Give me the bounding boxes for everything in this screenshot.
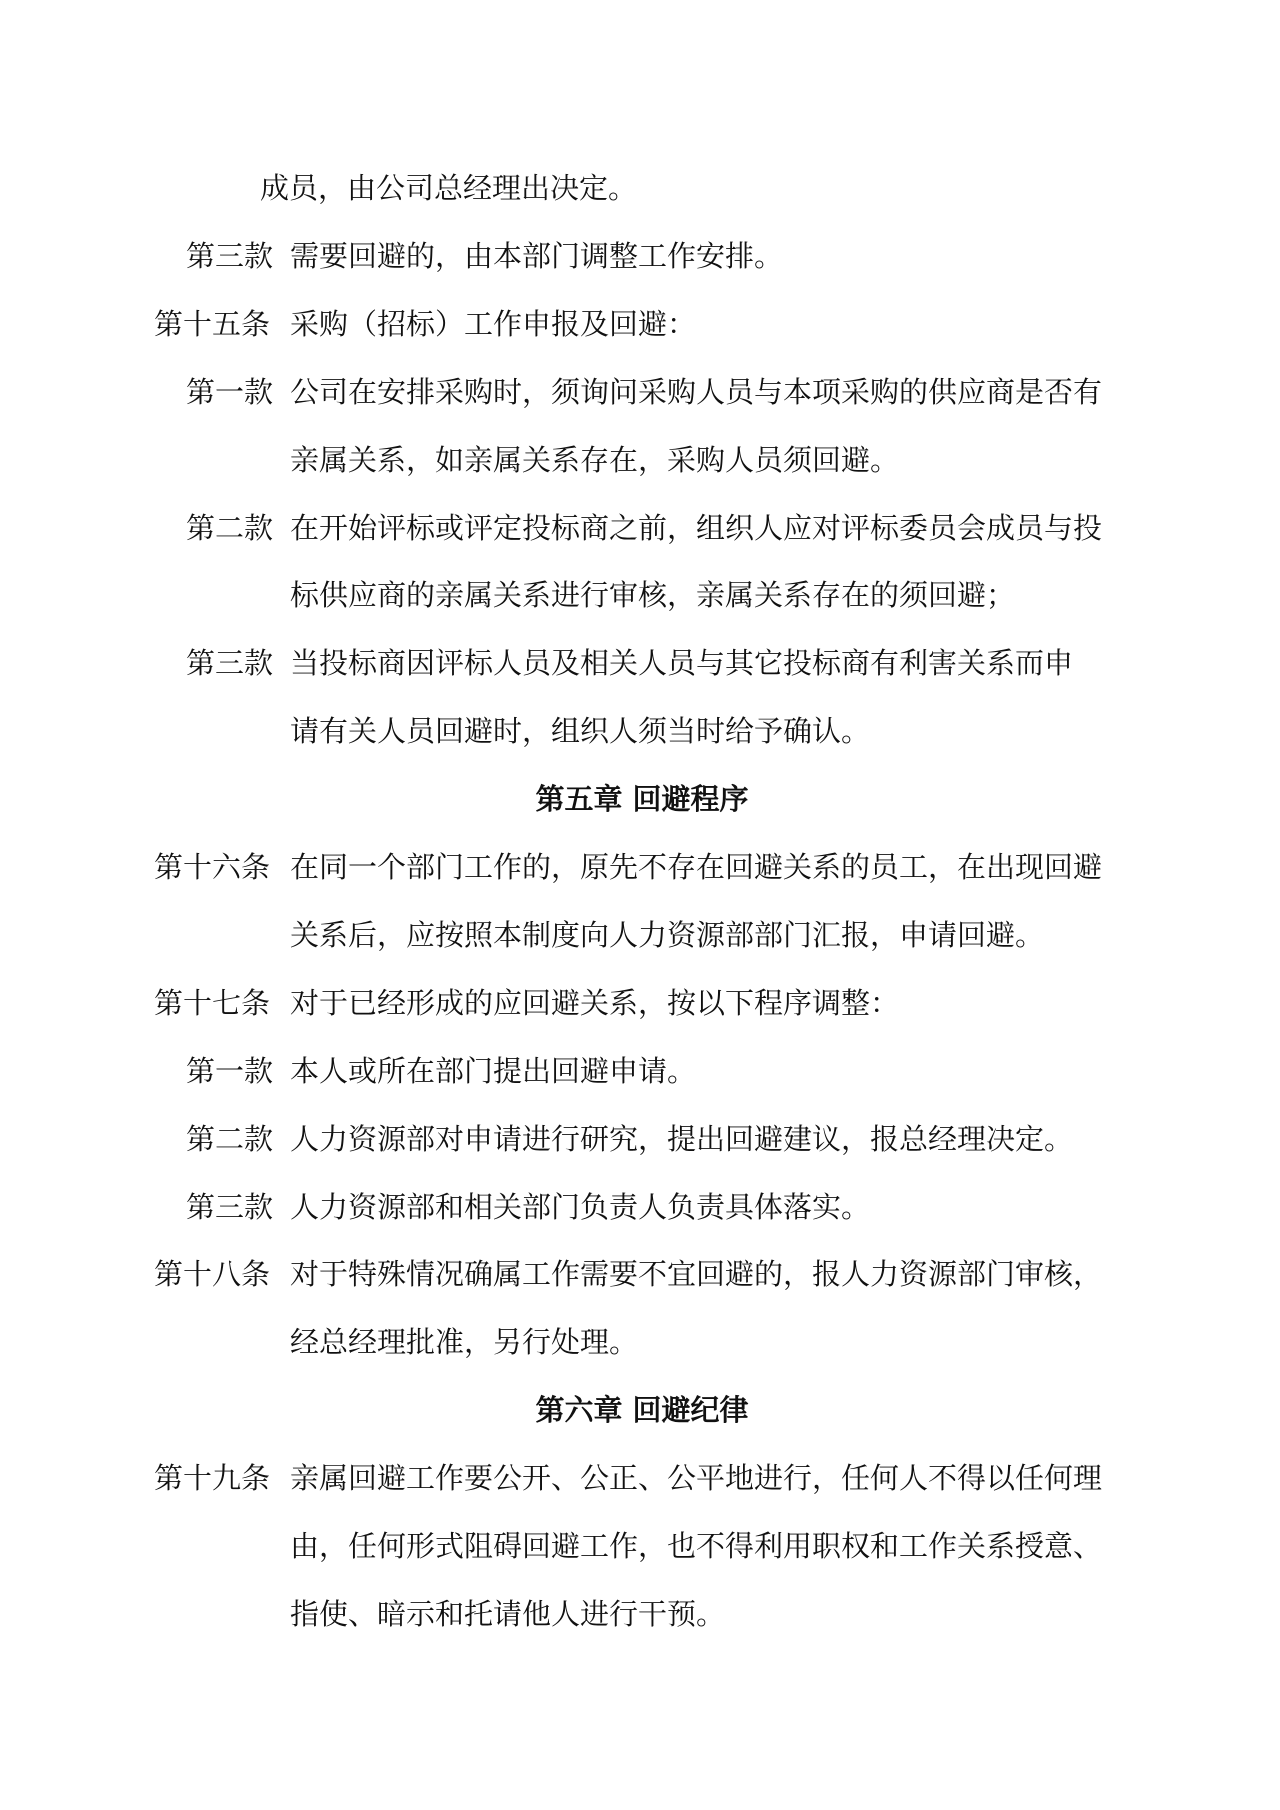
text-body: 在同一个部门工作的，原先不存在回避关系的员工，在出现回避 [290, 850, 1103, 884]
text-body: 采购（招标）工作申报及回避： [290, 307, 697, 341]
article-number: 第十七条 [154, 986, 271, 1020]
clause-number: 第三款 [186, 1190, 274, 1224]
text-body: 当投标商因评标人员及相关人员与其它投标商有利害关系而申 [290, 646, 1074, 680]
clause-number: 第二款 [186, 511, 274, 545]
text-body: 请有关人员回避时，组织人须当时给予确认。 [290, 714, 871, 748]
article-number: 第十六条 [154, 850, 271, 884]
text-body: 由，任何形式阻碍回避工作，也不得利用职权和工作关系授意、 [290, 1529, 1103, 1563]
clause-number: 第二款 [186, 1122, 274, 1156]
clause-number: 第一款 [186, 375, 274, 409]
text-body: 人力资源部和相关部门负责人负责具体落实。 [290, 1190, 871, 1224]
clause-number: 第一款 [186, 1054, 274, 1088]
text-body: 对于已经形成的应回避关系，按以下程序调整： [290, 986, 900, 1020]
text-body: 亲属关系，如亲属关系存在，采购人员须回避。 [290, 443, 900, 477]
article-number: 第十八条 [154, 1257, 271, 1291]
text-body: 本人或所在部门提出回避申请。 [290, 1054, 697, 1088]
text-body: 成员，由公司总经理出决定。 [260, 171, 638, 205]
text-body: 对于特殊情况确属工作需要不宜回避的，报人力资源部门审核， [290, 1257, 1103, 1291]
text-body: 亲属回避工作要公开、公正、公平地进行，任何人不得以任何理 [290, 1461, 1103, 1495]
chapter-heading: 第六章 回避纪律 [535, 1393, 749, 1427]
text-body: 关系后，应按照本制度向人力资源部部门汇报，申请回避。 [290, 918, 1045, 952]
text-body: 需要回避的，由本部门调整工作安排。 [290, 239, 784, 273]
text-body: 人力资源部对申请进行研究，提出回避建议，报总经理决定。 [290, 1122, 1074, 1156]
clause-number: 第三款 [186, 239, 274, 273]
clause-number: 第三款 [186, 646, 274, 680]
article-number: 第十五条 [154, 307, 271, 341]
text-body: 公司在安排采购时，须询问采购人员与本项采购的供应商是否有 [290, 375, 1103, 409]
text-body: 经总经理批准，另行处理。 [290, 1325, 639, 1359]
text-body: 标供应商的亲属关系进行审核，亲属关系存在的须回避； [290, 578, 1016, 612]
chapter-heading: 第五章 回避程序 [535, 782, 749, 816]
article-number: 第十九条 [154, 1461, 271, 1495]
text-body: 指使、暗示和托请他人进行干预。 [290, 1597, 726, 1631]
text-body: 在开始评标或评定投标商之前，组织人应对评标委员会成员与投 [290, 511, 1103, 545]
